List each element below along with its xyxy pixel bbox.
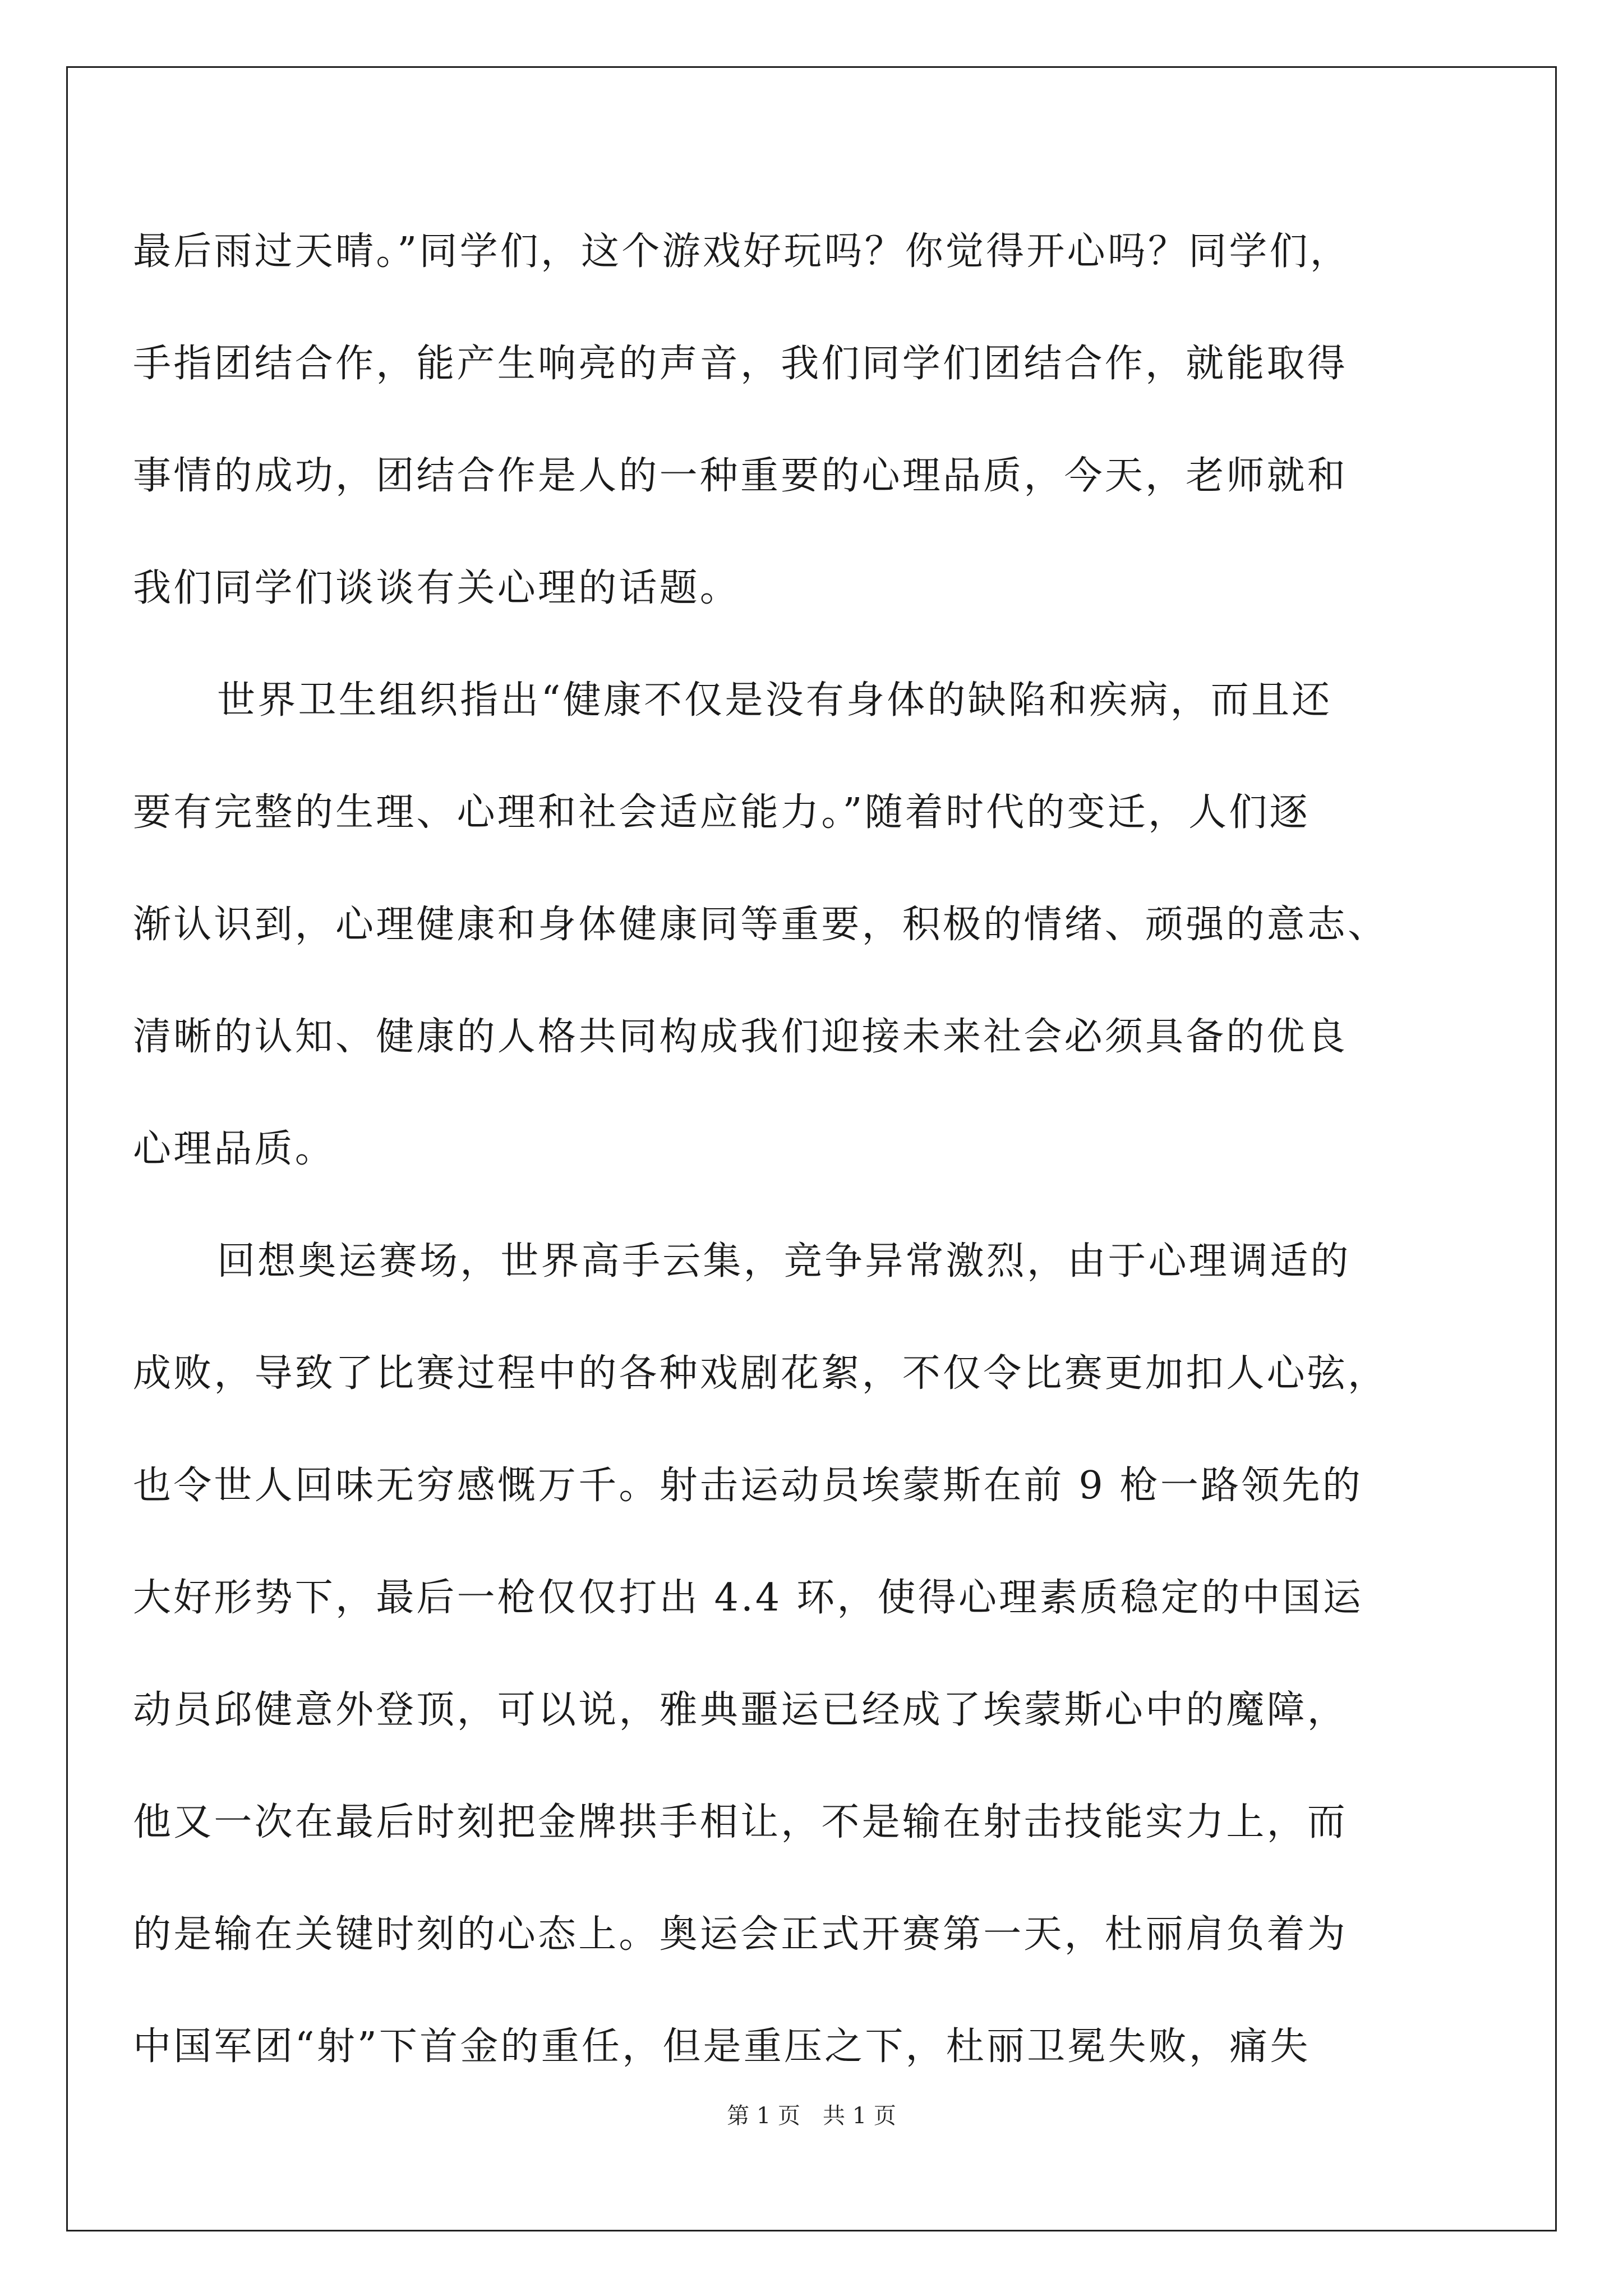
text-line: 的是输在关键时刻的心态上。奥运会正式开赛第一天，杜丽肩负着为 (133, 1912, 1348, 1957)
text-line: 成败，导致了比赛过程中的各种戏剧花絮，不仅令比赛更加扣人心弦， (133, 1351, 1389, 1396)
text-line: 最后雨过天晴。”同学们，这个游戏好玩吗？你觉得开心吗？同学们， (133, 229, 1350, 274)
document-body (133, 192, 1468, 2099)
text-line: 要有完整的生理、心理和社会适应能力。”随着时代的变迁，人们逐 (133, 790, 1310, 835)
text-line: 他又一次在最后时刻把金牌拱手相让，不是输在射击技能实力上，而 (133, 1800, 1348, 1844)
text-line: 我们同学们谈谈有关心理的话题。 (133, 565, 741, 610)
text-line: 心理品质。 (133, 1126, 336, 1171)
text-line: 清晰的认知、健康的人格共同构成我们迎接未来社会必须具备的优良 (133, 1014, 1348, 1059)
text-line: 世界卫生组织指出“健康不仅是没有身体的缺陷和疾病，而且还 (217, 678, 1332, 723)
page-number-footer: 第 1 页 共 1 页 (727, 2103, 896, 2129)
text-line: 渐认识到，心理健康和身体健康同等重要，积极的情绪、顽强的意志、 (133, 902, 1389, 947)
text-line: 手指团结合作，能产生响亮的声音，我们同学们团结合作，就能取得 (133, 341, 1348, 386)
text-line: 回想奥运赛场，世界高手云集，竞争异常激烈，由于心理调适的 (217, 1239, 1351, 1283)
text-line: 事情的成功，团结合作是人的一种重要的心理品质，今天，老师就和 (133, 453, 1348, 498)
text-line: 中国军团“射”下首金的重任，但是重压之下，杜丽卫冕失败，痛失 (133, 2024, 1311, 2069)
text-line: 也令世人回味无穷感慨万千。射击运动员埃蒙斯在前 9 枪一路领先的 (133, 1463, 1363, 1508)
text-line: 大好形势下，最后一枪仅仅打出 4.4 环，使得心理素质稳定的中国运 (133, 1575, 1363, 1620)
text-line: 动员邱健意外登顶，可以说，雅典噩运已经成了埃蒙斯心中的魔障， (133, 1687, 1348, 1732)
